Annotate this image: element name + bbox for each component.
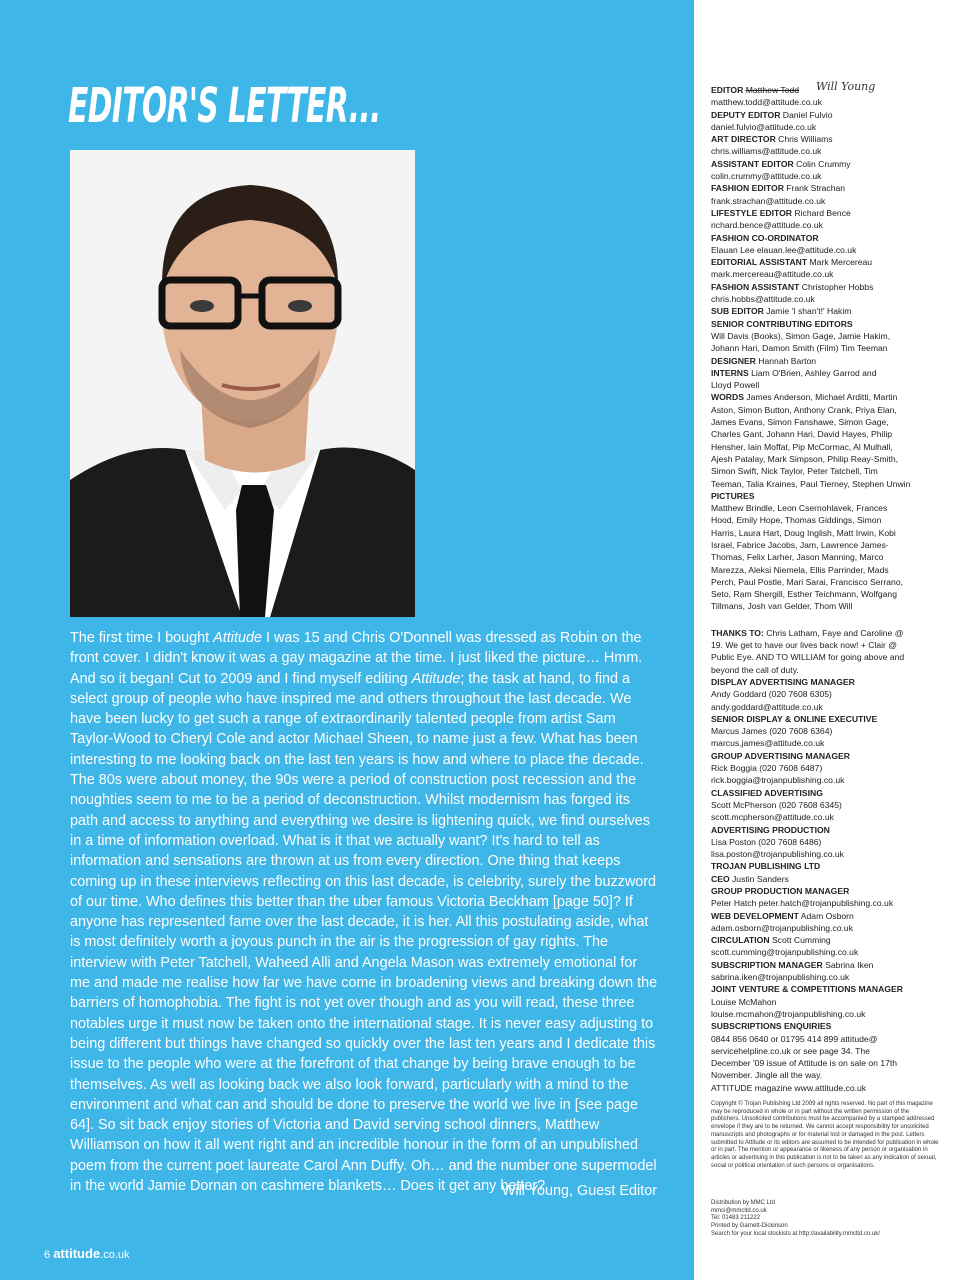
masthead-row: Johann Hari, Damon Smith (Film) Tim Teeman [711,343,888,354]
masthead-row: Louise McMahon [711,996,777,1007]
masthead-row: FASHION CO-ORDINATOR [711,232,819,243]
masthead-row: JOINT VENTURE & COMPETITIONS MANAGER [711,984,903,995]
masthead-row: louise.mcmahon@trojanpublishing.co.uk [711,1008,866,1019]
masthead-row: colin.crummy@attitude.co.uk [711,171,822,182]
masthead-row: chris.williams@attitude.co.uk [711,146,822,157]
distribution-info [711,1200,939,1239]
masthead-row: Thomas, Felix Larher, Jason Manning, Marco [711,552,884,563]
masthead-row: richard.bence@attitude.co.uk [711,220,823,231]
masthead-row: PICTURES [711,490,755,501]
masthead-row: andy.goddard@attitude.co.uk [711,701,823,712]
masthead-row: SUBSCRIPTIONS ENQUIRIES [711,1021,832,1032]
masthead-row: Hood, Emily Hope, Thomas Giddings, Simon [711,515,882,526]
masthead-row: WORDS James Anderson, Michael Arditti, Martin [711,392,898,403]
brand-domain: .co.uk [100,1249,130,1261]
masthead-row: Elauan Lee elauan.lee@attitude.co.uk [711,244,857,255]
distribution-line: Search for your local stockists at http://availability.mmcltd.co.uk/ [711,1230,880,1237]
masthead-row: Will Davis (Books), Simon Gage, Jamie Hakim, [711,330,891,341]
masthead-row: 19. We get to have our lives back now! + Clair @ [711,640,898,651]
masthead-row: CEO Justin Sanders [711,873,789,884]
masthead-row: Public Eye. AND TO WILLIAM for going above and [711,652,905,663]
masthead-row: matthew.todd@attitude.co.uk [711,97,822,108]
masthead-row: Israel, Fabrice Jacobs, Jam, Lawrence James- [711,539,889,550]
masthead-row: Matthew Brindle, Leon Csernohlavek, Frances [711,503,888,514]
masthead-row: servicehelpline.co.uk or see page 34. The [711,1045,870,1056]
distribution-line: mmci@mmcltd.co.uk [711,1207,767,1214]
masthead-row: LIFESTYLE EDITOR Richard Bence [711,207,851,218]
masthead-row [711,613,941,627]
masthead-row: ASSISTANT EDITOR Colin Crummy [711,158,851,169]
masthead-row: marcus.james@attitude.co.uk [711,738,825,749]
masthead-row: Lisa Poston (020 7608 6486) [711,836,822,847]
masthead-row: Simon Swift, Nick Taylor, Peter Tatchell, Tim [711,466,878,477]
masthead-row: scott.cumming@trojanpublishing.co.uk [711,947,859,958]
masthead-row: December '09 issue of Attitude is on sale on 17th [711,1058,898,1069]
page-title: EDITOR'S LETTER... [68,78,381,134]
masthead-row-editor: EDITOR Matthew Todd [711,85,800,95]
masthead-row: sabrina.iken@trojanpublishing.co.uk [711,972,850,983]
masthead-row: EDITORIAL ASSISTANT Mark Mercereau [711,257,873,268]
masthead-row: Marcus James (020 7608 6364) [711,726,833,737]
masthead-row: Seto, Ram Shergill, Esther Teichmann, Wolfgang [711,589,897,600]
masthead-row: FASHION ASSISTANT Christopher Hobbs [711,281,874,292]
masthead-row: Teeman, Talia Kraines, Paul Tierney, Stephen Unwin [711,478,911,489]
copyright-notice: Copyright © Trojan Publishing Ltd 2009 all rights reserved. No part of this magazine may be reproduced in whole or in part without the written permission of the publishers. Unsolicited contributions must be accompanied by a stamped addressed envelope if they are to be returned. We cannot accept responsibility for unsolicited manuscripts and photographs or for material lost or damaged in the post. Letters submitted to Attitude or its editors are assumed to be intended for publication in whole or in part. The mention or appearance or likeness of any person or organisation in articles or advertising in this publication is not to be taken as any indication of sexual, social or political orientation of such persons or organisations. [711,1101,939,1169]
masthead-row: SUB EDITOR Jamie 'I shan't!' Hakim [711,306,852,317]
handwritten-editor: Will Young [816,80,876,93]
portrait-illustration [70,150,415,617]
masthead-row: TROJAN PUBLISHING LTD [711,861,821,872]
masthead-row: THANKS TO: Chris Latham, Faye and Caroline @ [711,627,904,638]
masthead-row: ADVERTISING PRODUCTION [711,824,830,835]
masthead-row: James Evans, Simon Fanshawe, Simon Gage, [711,417,889,428]
page-number: 6 [44,1249,51,1261]
struck-editor-name: Matthew Todd [745,85,800,95]
masthead-row: DESIGNER Hannah Barton [711,355,817,366]
masthead-row: beyond the call of duty. [711,664,799,675]
masthead-row: ART DIRECTOR Chris Williams [711,134,833,145]
masthead-row: frank.strachan@attitude.co.uk [711,195,826,206]
masthead-row: Aston, Simon Button, Anthony Crank, Priya Elan, [711,404,897,415]
masthead-row: WEB DEVELOPMENT Adam Osborn [711,910,854,921]
masthead-row: GROUP ADVERTISING MANAGER [711,750,850,761]
masthead-row: ATTITUDE magazine www.attitude.co.uk [711,1082,867,1093]
masthead-credits [711,84,941,1094]
masthead-row: Lloyd Powell [711,380,760,391]
masthead-row: Scott McPherson (020 7608 6345) [711,799,842,810]
masthead-row: Marezza, Aleksi Niemela, Ellis Parrinder, Mads [711,564,889,575]
masthead-row: Perch, Paul Postle, Mari Sarai, Francisco Serrano, [711,576,904,587]
masthead-row: 0844 856 0640 or 01795 414 899 attitude@ [711,1033,878,1044]
masthead-row: Peter Hatch peter.hatch@trojanpublishing.co.uk [711,898,894,909]
masthead-row: Charles Gant, Johann Hari, David Hayes, Philip [711,429,893,440]
masthead-row: Ajesh Patalay, Mark Simpson, Philip Reay-Smith, [711,453,899,464]
masthead-row: Harris, Laura Hart, Doug Inglish, Matt Irwin, Kobi [711,527,896,538]
masthead-row: SENIOR DISPLAY & ONLINE EXECUTIVE [711,713,878,724]
masthead-rows [711,96,941,1094]
portrait-photo [70,150,415,617]
masthead-row: chris.hobbs@attitude.co.uk [711,294,815,305]
masthead-row: Andy Goddard (020 7608 6305) [711,689,832,700]
masthead-row: SUBSCRIPTION MANAGER Sabrina Iken [711,959,874,970]
masthead-row: DISPLAY ADVERTISING MANAGER [711,676,855,687]
masthead-row: DEPUTY EDITOR Daniel Fulvio [711,109,833,120]
signature: Will Young, Guest Editor [501,1183,657,1199]
masthead-row: CIRCULATION Scott Cumming [711,935,831,946]
masthead-row: GROUP PRODUCTION MANAGER [711,886,850,896]
masthead-row: lisa.poston@trojanpublishing.co.uk [711,849,844,860]
masthead-row: rick.boggia@trojanpublishing.co.uk [711,775,845,786]
masthead-row: November. Jingle all the way. [711,1070,823,1081]
masthead-row: scott.mcpherson@attitude.co.uk [711,812,834,823]
masthead-row: Rick Boggia (020 7608 6487) [711,763,823,774]
distribution-line: Printed by Garnett-Dickinson [711,1223,788,1230]
masthead-row: INTERNS Liam O'Brien, Ashley Garrod and [711,367,877,378]
distribution-line: Distribution by MMC Ltd [711,1200,776,1206]
brand-logo: attitude [53,1246,101,1261]
editors-letter-body: The first time I bought Attitude I was 15 and Chris O'Donnell was dressed as Robin on the front cover. I didn't know it was a gay magazine at the time. I just liked the picture… Hmm. And so it began! Cut to 2009 and I find myself editing Attitude; the task at hand, to find a select group of people who have inspired me and others throughout the last decade. We have been lucky to get such a range of extraordinarily talented people from artist Sam Taylor-Wood to Cheryl Cole and actor Michael Sheen, to name just a few. What has been interesting to me looking back on the last ten years is how and where to place the decade. The 80s were about money, the 90s were a period of construction post recession and the noughties seem to me to be a period of deconstruction. Whilst modernism has forged its path and access to anything and everything we desire is lightening quick, we find ourselves in a time of information overload. What is it that we actually want? It's hard to tell as information and sensations are thrown at us from every direction. One thing that keeps coming up in these interviews reflecting on this last decade, is celebrity, surely the buzzword of our time. Who defines this better than the uber famous Victoria Beckham [page 50]? If anyone has represented fame over the last decade, it is her. All this postulating aside, what is most definitely worth a joyous punch in the air is the progression of gay rights. The interview with Peter Tatchell, Waheed Alli and Angela Mason was extremely emotional for me and made me realise how far we have come in broadening views and breaking down the barriers of homophobia. The fight is not yet over though and as you will read, these three notables urge it must now be taken onto the international stage. It is never easy adjusting to being different but things have changed so quickly over the last ten years and I dedicate this issue to the people who were at the forefront of that change by being brave enough to be themselves. As well as looking back we also look forward, particularly with a mind to the environment and what can and should be done to preserve the world we live in [see page 64]. So sit back enjoy stories of Victoria and David serving school dinners, Matthew Williamson on how it all went right and an incredible honour in the form of an unpublished poem from the current poet laureate Carol Ann Duffy. Oh… and the number one supermodel in the world Jamie Dornan on cashmere blankets… Does it get any better? [70,630,658,1195]
masthead-row: adam.osborn@trojanpublishing.co.uk [711,922,854,933]
masthead-row: mark.mercereau@attitude.co.uk [711,269,834,280]
page-footer [44,1246,130,1261]
masthead-row: Tillmans, Josh van Gelder, Thom Will [711,601,853,612]
masthead-row: SENIOR CONTRIBUTING EDITORS [711,318,853,329]
masthead-row: Hensher, Iain Moffat, Pip McCormac, Al Mulhall, [711,441,893,452]
masthead-row: CLASSIFIED ADVERTISING [711,787,823,798]
distribution-line: Tel: 01483 211222 [711,1215,760,1222]
masthead-row: daniel.fulvio@attitude.co.uk [711,121,817,132]
masthead-row: FASHION EDITOR Frank Strachan [711,183,846,194]
